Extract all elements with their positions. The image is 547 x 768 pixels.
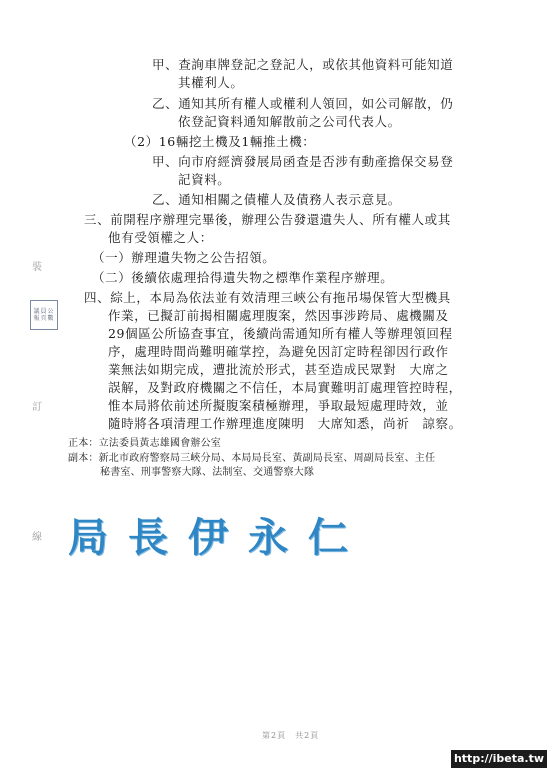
binding-mark-xian: 線 bbox=[32, 532, 42, 543]
body-line: 四、綜上，本局為依法並有效清理三峽公有拖吊場保管大型機具 bbox=[84, 290, 451, 305]
original-recipient: 正本：立法委員黃志雄國會辦公室 bbox=[68, 438, 221, 449]
page-stamp: 議員公報頁數 bbox=[30, 300, 58, 330]
body-line: 29個區公所協查事宜，後續尚需通知所有權人等辦理領回程 bbox=[108, 326, 453, 341]
director-signature-seal: 局長伊永仁 bbox=[68, 514, 368, 561]
body-line: 甲、查詢車牌登記之登記人，或依其他資料可能知道 bbox=[152, 57, 454, 72]
copy-recipients-cont: 秘書室、刑事警察大隊、法制室、交通警察大隊 bbox=[100, 467, 315, 478]
site-watermark: http://ibeta.tw bbox=[451, 750, 547, 768]
binding-mark-ding: 訂 bbox=[32, 402, 42, 413]
body-line: 記資料。 bbox=[178, 172, 231, 187]
body-line: 其權利人。 bbox=[178, 75, 244, 90]
body-line: 乙、通知相關之債權人及債務人表示意見。 bbox=[152, 192, 401, 207]
body-line: 他有受領權之人： bbox=[108, 230, 213, 245]
body-line: 三、前開程序辦理完畢後，辦理公告發還遺失人、所有權人或其 bbox=[84, 212, 451, 227]
body-line: 甲、向市府經濟發展局函查是否涉有動產擔保交易登 bbox=[152, 154, 454, 169]
body-line: （2）16輛挖土機及1輛推土機： bbox=[124, 134, 316, 149]
page-indicator: 第2頁 共2頁 bbox=[262, 731, 320, 740]
body-line: 業無法如期完成，遭批流於形式，甚至造成民眾對 大席之 bbox=[108, 362, 449, 377]
body-line: 誤解，及對政府機關之不信任，本局實難明訂處理管控時程， bbox=[108, 380, 462, 395]
body-line: （一）辦理遺失物之公告招領。 bbox=[92, 250, 276, 265]
body-line: 隨時將各項清理工作辦理進度陳明 大席知悉，尚祈 諒察。 bbox=[108, 416, 462, 431]
body-line: 序，處理時間尚難明確掌控，為避免因訂定時程卻因行政作 bbox=[108, 344, 449, 359]
binding-mark-zhuang: 裝 bbox=[32, 262, 42, 273]
body-line: 乙、通知其所有權人或權利人領回，如公司解散，仍 bbox=[152, 96, 454, 111]
body-line: 依登記資料通知解散前之公司代表人。 bbox=[178, 114, 401, 129]
body-line: （二）後續依處理拾得遺失物之標準作業程序辦理。 bbox=[92, 270, 394, 285]
body-line: 惟本局將依前述所擬腹案積極辦理，爭取最短處理時效，並 bbox=[108, 398, 449, 413]
copy-recipients: 副本：新北市政府警察局三峽分局、本局局長室、黃副局長室、周副局長室、主任 bbox=[68, 453, 436, 464]
body-line: 作業，已擬訂前揭相關處理腹案，然因事涉跨局、處機關及 bbox=[108, 308, 449, 323]
